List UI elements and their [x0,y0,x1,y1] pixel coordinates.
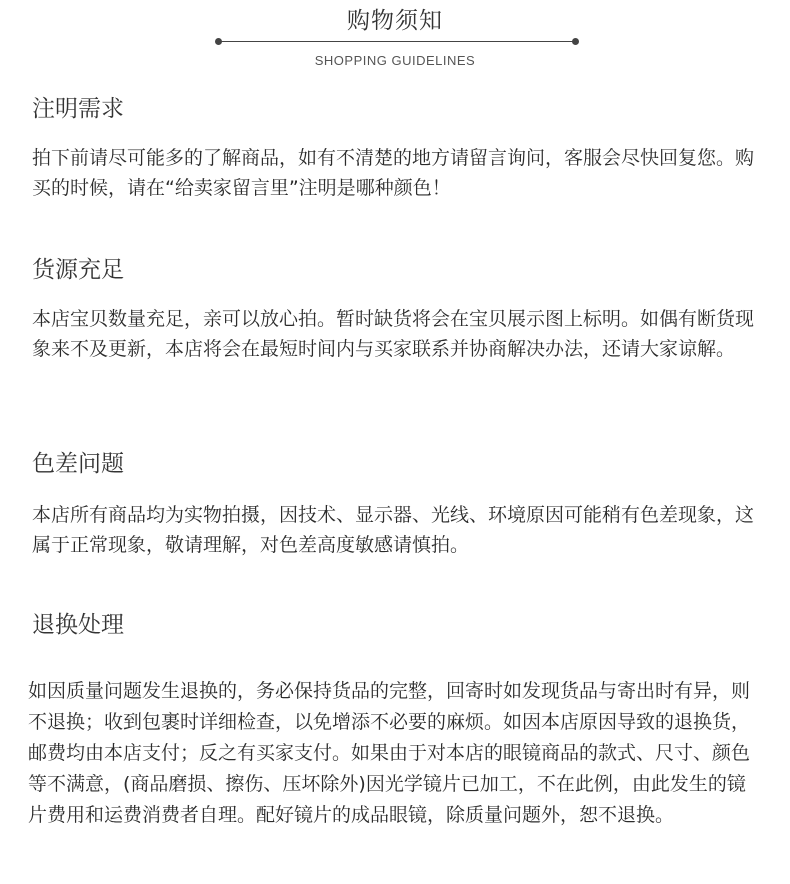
page-title: 购物须知 [347,8,443,34]
section-title-returns: 退换处理 [32,612,124,638]
page-header [0,0,790,80]
section-body-returns: 如因质量问题发生退换的，务必保持货品的完整，回寄时如发现货品与寄出时有异，则不退换；收到包裹时详细检查，以免增添不必要的麻烦。如因本店原因导致的退换货，邮费均由本店支付；反之有买家支付。如果由于对本店的眼镜商品的款式、尺寸、颜色等不满意，(商品磨损、擦伤、压坏除外)因光学镜片已加工，不在此例，由此发生的镜片费用和运费消费者自理。配好镜片的成品眼镜，除质量问题外，恕不退换。 [28,680,751,826]
section-title-stock: 货源充足 [32,257,124,283]
section-title-requirements: 注明需求 [32,96,124,122]
section-body-stock: 本店宝贝数量充足，亲可以放心拍。暂时缺货将会在宝贝展示图上标明。如偶有断货现象来不及更新，本店将会在最短时间内与买家联系并协商解决办法，还请大家谅解。 [32,308,755,360]
title-divider-line [219,41,575,42]
section-title-color-difference: 色差问题 [32,451,124,477]
divider-dot-left [215,38,222,45]
page-subtitle: SHOPPING GUIDELINES [314,53,476,68]
section-body-color-difference: 本店所有商品均为实物拍摄，因技术、显示器、光线、环境原因可能稍有色差现象，这属于正常现象，敬请理解，对色差高度敏感请慎拍。 [32,504,755,556]
section-body-requirements: 拍下前请尽可能多的了解商品，如有不清楚的地方请留言询问，客服会尽快回复您。购买的时候，请在“给卖家留言里”注明是哪种颜色！ [32,147,755,199]
divider-dot-right [572,38,579,45]
